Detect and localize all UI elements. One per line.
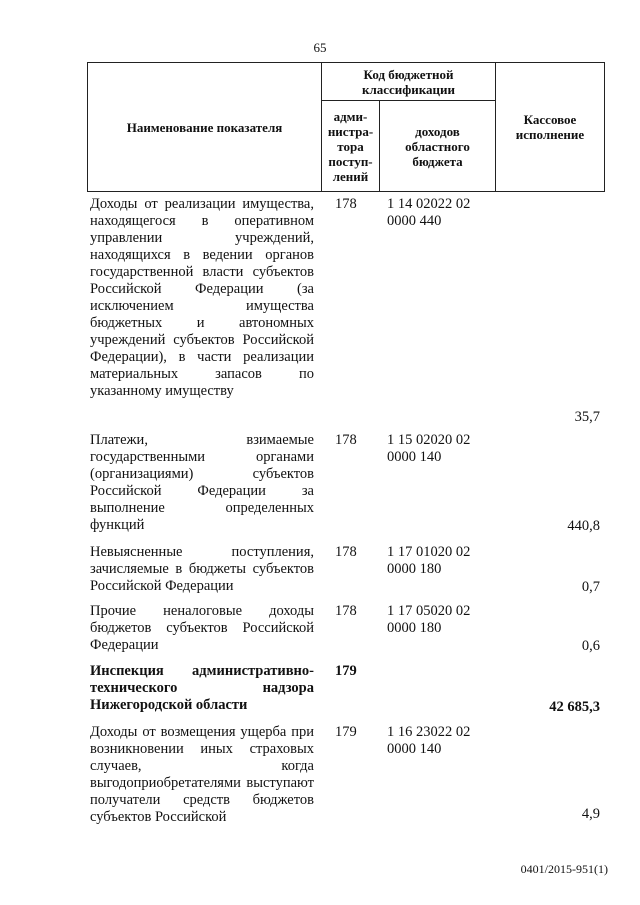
- row-admin-code: 179: [335, 724, 357, 740]
- table-row: [87, 544, 605, 600]
- row-admin-code: 178: [335, 544, 357, 560]
- table-row: [87, 603, 605, 659]
- row-budget-code: 1 17 05020 02 0000 180: [387, 603, 471, 636]
- row-amount: 0,7: [581, 579, 600, 595]
- row-name: Доходы от реализации имущества, находящегося в оперативном управлении учреждений, находящихся в ведении органов государственной власти субъектов Российской Федерации (за исключением имущества бюджетных и автономных учреждений субъектов Российской Федерации), в части реализации материальных запасов по указанному имуществу: [90, 196, 314, 399]
- row-amount: 440,8: [567, 518, 600, 534]
- row-name: Прочие неналоговые доходы бюджетов субъектов Российской Федерации: [90, 603, 314, 653]
- header-name-column: Наименование показателя: [88, 63, 322, 191]
- row-name: Инспекция административно-технического надзора Нижегородской области: [90, 663, 314, 713]
- table-row: [87, 724, 605, 834]
- row-amount: 42 685,3: [549, 699, 600, 715]
- row-amount: 0,6: [581, 638, 600, 654]
- row-admin-code: 179: [335, 663, 357, 679]
- row-amount: 4,9: [581, 806, 600, 822]
- header-budget-code: Код бюджетной классификации: [322, 63, 496, 101]
- page-number: 65: [313, 40, 327, 55]
- table-row: [87, 432, 605, 540]
- row-admin-code: 178: [335, 603, 357, 619]
- row-budget-code: 1 15 02020 02 0000 140: [387, 432, 471, 465]
- row-budget-code: 1 14 02022 02 0000 440: [387, 196, 471, 229]
- row-amount: 35,7: [574, 409, 600, 425]
- row-admin-code: 178: [335, 432, 357, 448]
- row-budget-code: 1 16 23022 02 0000 140: [387, 724, 471, 757]
- table-header: [87, 62, 605, 192]
- table-row: [87, 196, 605, 426]
- row-admin-code: 178: [335, 196, 357, 212]
- row-budget-code: 1 17 01020 02 0000 180: [387, 544, 471, 577]
- row-name: Платежи, взимаемые государственными органами (организациями) субъектов Российской Федерации за выполнение определенных функций: [90, 432, 314, 533]
- document-code: 0401/2015-951(1): [520, 862, 608, 876]
- table-row-section: [87, 663, 605, 719]
- header-execution-column: Кассовое исполнение: [515, 112, 585, 142]
- row-name: Невыясненные поступления, зачисляемые в бюджеты субъектов Российской Федерации: [90, 544, 314, 594]
- row-name: Доходы от возмещения ущерба при возникновении иных страховых случаев, когда выгодоприобретателями выступают получатели средств бюджетов субъектов Российской: [90, 724, 314, 825]
- header-admin-column: адми- нистра- тора поступ- лений: [322, 101, 380, 191]
- header-income-column: доходов областного бюджета: [380, 101, 496, 191]
